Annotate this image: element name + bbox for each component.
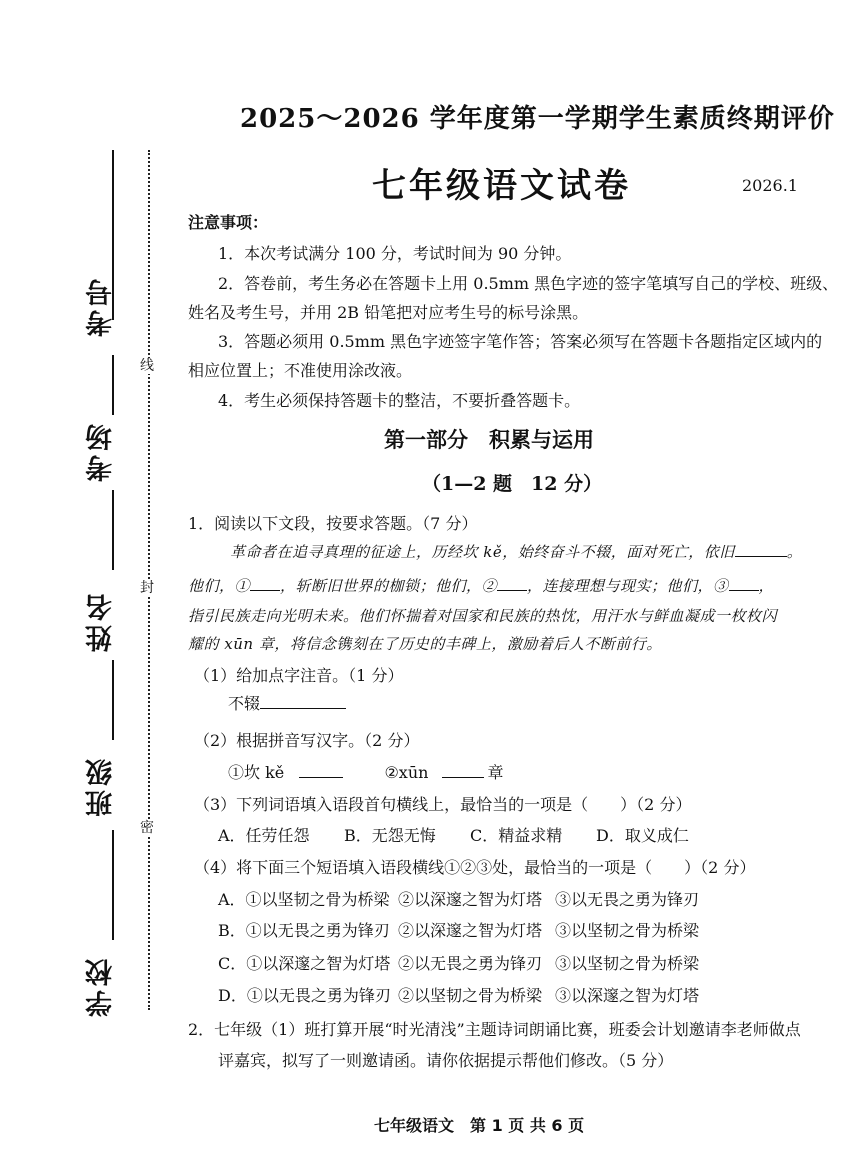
notice-item-3b: 相应位置上；不准使用涂改液。 [188, 361, 413, 380]
q1-sub4-option-c-3: ③以坚韧之骨为桥梁 [555, 954, 700, 973]
q1-passage-text-1: 革命者在追寻真理的征途上，历经坎 kě，始终奋斗不辍，面对死亡，依旧 [230, 543, 735, 561]
exam-no-label: 考号 [86, 275, 117, 337]
q1-sub2-answer [228, 763, 504, 783]
section-range: （1—2 题 12 分） [422, 473, 603, 495]
cut-line-char: 线 [140, 358, 154, 374]
q1-sub3-option-d: D．取义成仁 [596, 826, 689, 845]
q1-sub3-option-c: C．精益求精 [470, 826, 563, 845]
cut-dense-char: 密 [140, 820, 154, 836]
q1-sub4-option-d-1: D．①以无畏之勇为锋刃 [218, 986, 391, 1005]
q1-sub4-option-c-2: ②以无畏之勇为锋刃 [398, 954, 543, 973]
notice-item-4: 4．考生必须保持答题卡的整洁，不要折叠答题卡。 [218, 391, 581, 410]
q1-passage-line-3: 指引民族走向光明未来。他们怀揣着对国家和民族的热忱，用汗水与鲜血凝成一枚枚闪 [188, 607, 778, 625]
exam-title: 2025～2026 学年度第一学期学生素质终期评价 [240, 104, 835, 134]
q2-line-2: 评嘉宾，拟写了一则邀请函。请你依据提示帮他们修改。（5 分） [218, 1051, 674, 1070]
exam-room-label: 考场 [86, 420, 117, 482]
exam-room-line [112, 355, 114, 415]
q1-sub2-blank-a [299, 763, 343, 778]
q1-blank-1 [250, 576, 280, 591]
q1-sub2-a: ①坎 kě [228, 763, 285, 782]
q1-blank-3 [729, 576, 759, 591]
q1-sub4-option-b-2: ②以深邃之智为灯塔 [398, 921, 543, 940]
q1-passage-line-2 [188, 576, 774, 596]
page-footer: 七年级语文 第 1 页 共 6 页 [374, 1116, 585, 1135]
q1-sub2-b-end: 章 [487, 763, 504, 782]
notice-item-3a: 3．答题必须用 0.5mm 黑色字迹签字笔作答；答案必须写在答题卡各题指定区域内的 [218, 332, 823, 351]
name-line [112, 490, 114, 570]
name-label: 姓名 [86, 590, 117, 652]
school-line [112, 830, 114, 940]
q2-line-1: 2．七年级（1）班打算开展“时光清浅”主题诗词朗诵比赛，班委会计划邀请李老师做点 [188, 1020, 801, 1039]
q1-passage-line-1 [230, 542, 802, 562]
q1-sub4-option-d-2: ②以坚韧之骨为桥梁 [398, 986, 543, 1005]
notice-item-1: 1．本次考试满分 100 分，考试时间为 90 分钟。 [218, 244, 572, 263]
q1-passage-text-2c: ，连接理想与现实；他们，③ [527, 577, 729, 595]
paper-title: 七年级语文试卷 [372, 166, 631, 206]
q1-stem: 1．阅读以下文段，按要求答题。（7 分） [188, 514, 478, 533]
q1-sub2: （2）根据拼音写汉字。（2 分） [194, 731, 420, 750]
q1-sub3-option-b: B．无怨无悔 [344, 826, 436, 845]
q1-sub4-option-c-1: C．①以深邃之智为灯塔 [218, 954, 391, 973]
section-title: 第一部分 积累与运用 [384, 428, 594, 452]
q1-blank-2 [497, 576, 527, 591]
q1-sub4-option-a-1: A．①以坚韧之骨为桥梁 [218, 890, 390, 909]
q1-sub3: （3）下列词语填入语段首句横线上，最恰当的一项是（ ）（2 分） [194, 795, 692, 814]
q1-passage-text-2a: 他们，① [188, 577, 251, 595]
q1-passage-text-1-end: 。 [786, 543, 803, 561]
q1-passage-text-2b: ，斩断旧世界的枷锁；他们，② [280, 577, 498, 595]
exam-date: 2026.1 [742, 176, 798, 195]
q1-sub1-answer [228, 694, 346, 714]
q1-sub1: （1）给加点字注音。（1 分） [194, 666, 404, 685]
q1-sub2-b: ②xūn [384, 763, 429, 782]
class-label: 班级 [86, 755, 117, 817]
q1-passage-text-2d: ， [758, 577, 775, 595]
q1-sub4-option-a-3: ③以无畏之勇为锋刃 [555, 890, 700, 909]
q1-sub1-blank [260, 694, 346, 709]
q1-sub4-option-d-3: ③以深邃之智为灯塔 [555, 986, 700, 1005]
school-label: 学校 [86, 955, 117, 1017]
q1-sub4-option-a-2: ②以深邃之智为灯塔 [398, 890, 543, 909]
q1-passage-line-4: 耀的 xūn 章，将信念镌刻在了历史的丰碑上，激励着后人不断前行。 [188, 635, 662, 653]
notice-heading: 注意事项： [188, 213, 269, 232]
q1-sub3-option-a: A．任劳任怨 [218, 826, 310, 845]
q1-sub4-option-b-3: ③以坚韧之骨为桥梁 [555, 921, 700, 940]
q1-sub1-word: 不辍 [228, 694, 261, 713]
class-line [112, 660, 114, 740]
q1-sub4: （4）将下面三个短语填入语段横线①②③处，最恰当的一项是（ ）（2 分） [194, 858, 756, 877]
q1-blank-main [735, 542, 787, 557]
notice-item-2a: 2．答卷前，考生务必在答题卡上用 0.5mm 黑色字迹的签字笔填写自己的学校、班级、 [218, 274, 839, 293]
q1-sub2-blank-b [442, 763, 484, 778]
q1-sub4-option-b-1: B．①以无畏之勇为锋刃 [218, 921, 390, 940]
notice-item-2b: 姓名及考生号，并用 2B 铅笔把对应考生号的标号涂黑。 [188, 303, 589, 322]
cut-seal-char: 封 [140, 580, 154, 596]
